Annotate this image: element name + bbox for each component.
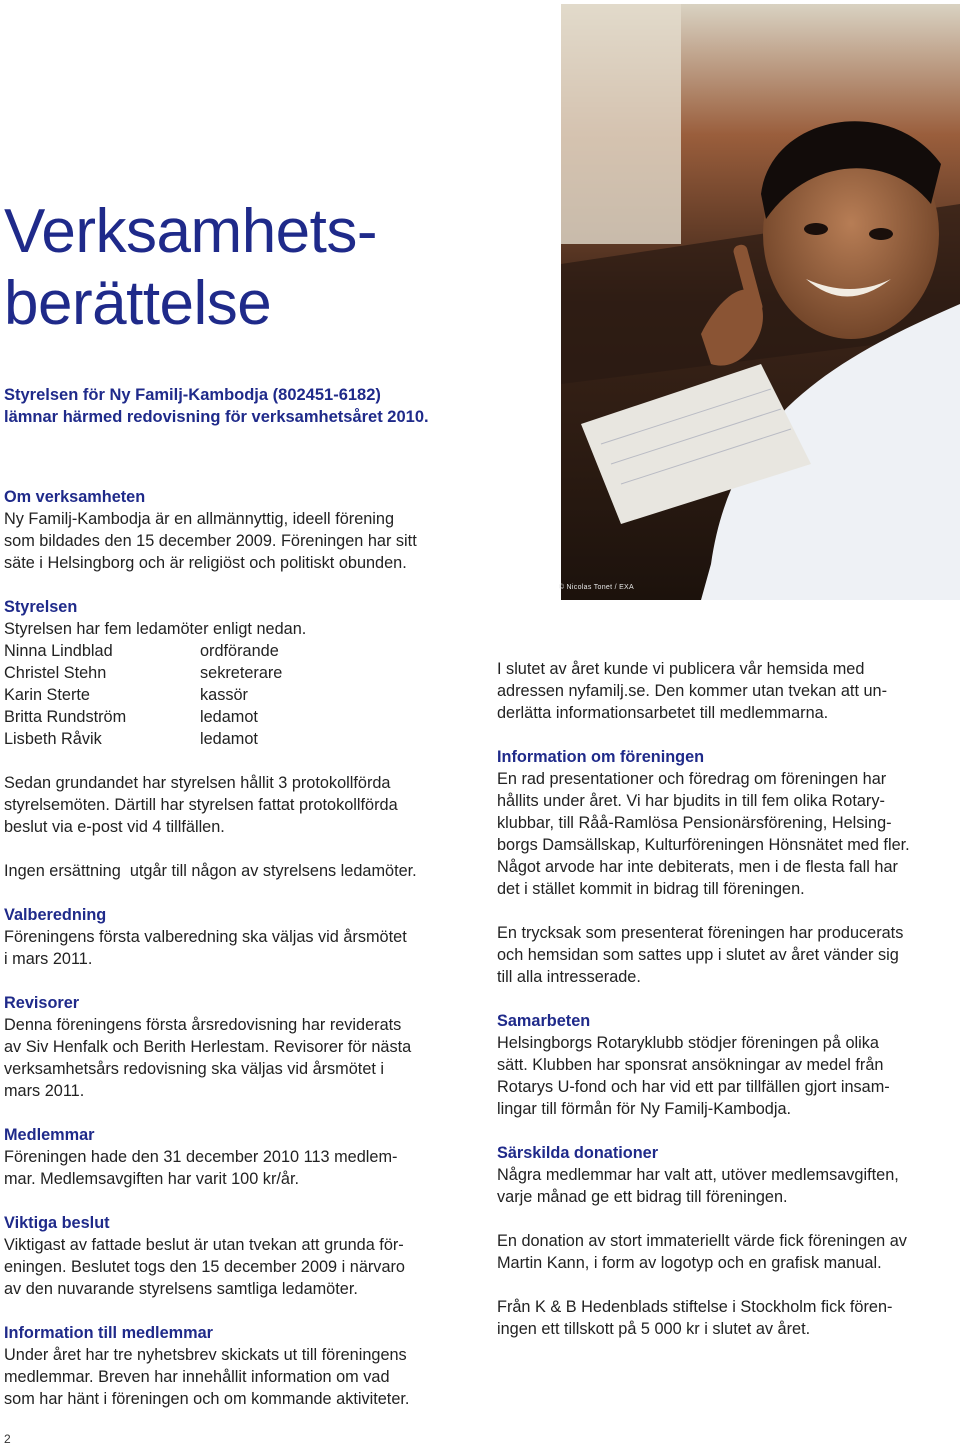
section-viktiga-beslut (4, 1212, 474, 1300)
text-line: Föreningens första valberedning ska väljas vid årsmötet (4, 928, 407, 946)
section-heading: Styrelsen (4, 598, 78, 616)
cover-photo (558, 4, 960, 600)
section-samarbeten (497, 1010, 957, 1120)
section-medlemmar (4, 1124, 474, 1190)
text-line: Viktigast av fattade beslut är utan tvekan att grunda för- (4, 1236, 404, 1254)
text-line: I slutet av året kunde vi publicera vår hemsida med (497, 660, 865, 678)
paragraph-martin-kann (497, 1230, 957, 1274)
text-line: derlätta informationsarbetet till medlemmarna. (497, 704, 829, 722)
paragraph-hedenblad (497, 1296, 957, 1340)
section-heading: Samarbeten (497, 1012, 591, 1030)
member-name: Britta Rundström (4, 708, 127, 726)
member-role: sekreterare (200, 664, 283, 682)
text-line: Föreningen hade den 31 december 2010 113 medlem- (4, 1148, 398, 1166)
board-member-row (4, 728, 474, 750)
text-line: Rotarys U-fond och har vid ett par tillfällen gjort insam- (497, 1078, 890, 1096)
board-member-row (4, 706, 474, 728)
board-roster (4, 640, 474, 750)
text-line: beslut via e-post vid 4 tillfällen. (4, 818, 225, 836)
text-line: Från K & B Hedenblads stiftelse i Stockholm fick fören- (497, 1298, 893, 1316)
section-revisorer (4, 992, 474, 1102)
member-name: Christel Stehn (4, 664, 107, 682)
section-heading: Valberedning (4, 906, 107, 924)
paragraph-meetings (4, 772, 474, 838)
text-line: det i stället kommit in bidrag till föreningen. (497, 880, 805, 898)
text-line: mar. Medlemsavgiften har varit 100 kr/år. (4, 1170, 299, 1188)
text-line: Under året har tre nyhetsbrev skickats ut till föreningens (4, 1346, 407, 1364)
lead-line-1: Styrelsen för Ny Familj-Kambodja (802451-6182) (4, 386, 381, 404)
member-name: Lisbeth Råvik (4, 730, 102, 748)
text-line: Martin Kann, i form av logotyp och en grafisk manual. (497, 1254, 882, 1272)
section-om-verksamheten (4, 486, 474, 574)
text-line: och hemsidan som sattes upp i slutet av året vänder sig (497, 946, 899, 964)
text-line: Helsingborgs Rotaryklubb stödjer föreningen på olika (497, 1034, 879, 1052)
section-heading: Revisorer (4, 994, 80, 1012)
text-line: varje månad ge ett bidrag till föreningen. (497, 1188, 788, 1206)
text-line: som har hänt i föreningen och om kommande aktiviteter. (4, 1390, 410, 1408)
section-heading: Viktiga beslut (4, 1214, 110, 1232)
photo-illustration (558, 4, 960, 600)
text-line: borgs Damsällskap, Kulturföreningen Hönsnätet med fler. (497, 836, 910, 854)
text-line: sätt. Klubben har sponsrat ansökningar av medel från (497, 1056, 884, 1074)
section-heading: Särskilda donationer (497, 1144, 659, 1162)
section-information-till-medlemmar (4, 1322, 474, 1410)
photo-credit: © Nicolas Tonet / EXA (558, 584, 634, 591)
text-line: i mars 2011. (4, 950, 93, 968)
text-line: Denna föreningens första årsredovisning har reviderats (4, 1016, 402, 1034)
board-member-row (4, 684, 474, 706)
page-title (4, 196, 377, 340)
text-line: hållits under året. Vi har bjudits in till fem olika Rotary- (497, 792, 885, 810)
text-line: Några medlemmar har valt att, utöver medlemsavgiften, (497, 1166, 899, 1184)
text-line: En donation av stort immateriellt värde fick föreningen av (497, 1232, 907, 1250)
text-line: som bildades den 15 december 2009. Föreningen har sitt (4, 532, 417, 550)
section-heading: Information till medlemmar (4, 1324, 213, 1342)
text-line: eningen. Beslutet togs den 15 december 2009 i närvaro (4, 1258, 405, 1276)
text-line: En rad presentationer och föredrag om föreningen har (497, 770, 887, 788)
member-role: ledamot (200, 708, 258, 726)
member-role: ledamot (200, 730, 258, 748)
lead-paragraph (4, 384, 524, 428)
title-line-2: berättelse (4, 269, 272, 338)
member-name: Ninna Lindblad (4, 642, 113, 660)
text-line: av Siv Henfalk och Berith Herlestam. Revisorer för nästa (4, 1038, 412, 1056)
text-line: klubbar, till Råå-Ramlösa Pensionärsförening, Helsing- (497, 814, 892, 832)
text-line: Ingen ersättning utgår till någon av styrelsens ledamöter. (4, 862, 417, 880)
member-role: kassör (200, 686, 248, 704)
text-line: adressen nyfamilj.se. Den kommer utan tvekan att un- (497, 682, 888, 700)
lead-line-2: lämnar härmed redovisning för verksamhetsåret 2010. (4, 408, 429, 426)
text-line: lingar till förmån för Ny Familj-Kambodja. (497, 1100, 792, 1118)
text-line: mars 2011. (4, 1082, 85, 1100)
text-line: Något arvode har inte debiterats, men i de flesta fall har (497, 858, 898, 876)
text-line: ingen ett tillskott på 5 000 kr i slutet av året. (497, 1320, 811, 1338)
section-heading: Medlemmar (4, 1126, 95, 1144)
text-line: medlemmar. Breven har innehållit information om vad (4, 1368, 390, 1386)
text-line: till alla intresserade. (497, 968, 641, 986)
section-valberedning (4, 904, 474, 970)
member-role: ordförande (200, 642, 279, 660)
section-styrelsen (4, 596, 474, 750)
section-heading: Information om föreningen (497, 748, 705, 766)
text-line: verksamhetsårs redovisning ska väljas vid årsmötet i (4, 1060, 385, 1078)
title-line-1: Verksamhets- (4, 197, 378, 266)
paragraph-compensation (4, 860, 474, 882)
paragraph-hemsida (497, 658, 957, 724)
right-column (497, 658, 957, 1362)
page-number: 2 (4, 1432, 11, 1446)
board-member-row (4, 640, 474, 662)
text-line: Styrelsen har fem ledamöter enligt nedan. (4, 620, 307, 638)
section-information-om-foreningen (497, 746, 957, 900)
section-sarskilda-donationer (497, 1142, 957, 1208)
board-member-row (4, 662, 474, 684)
paragraph-trycksak (497, 922, 957, 988)
text-line: Ny Familj-Kambodja är en allmännyttig, ideell förening (4, 510, 395, 528)
text-line: av den nuvarande styrelsens samtliga ledamöter. (4, 1280, 358, 1298)
section-heading: Om verksamheten (4, 488, 146, 506)
text-line: Sedan grundandet har styrelsen hållit 3 protokollförda (4, 774, 391, 792)
member-name: Karin Sterte (4, 686, 90, 704)
text-line: En trycksak som presenterat föreningen har producerats (497, 924, 904, 942)
left-column (4, 486, 474, 1432)
text-line: säte i Helsingborg och är religiöst och politiskt obunden. (4, 554, 407, 572)
text-line: styrelsemöten. Därtill har styrelsen fattat protokollförda (4, 796, 398, 814)
